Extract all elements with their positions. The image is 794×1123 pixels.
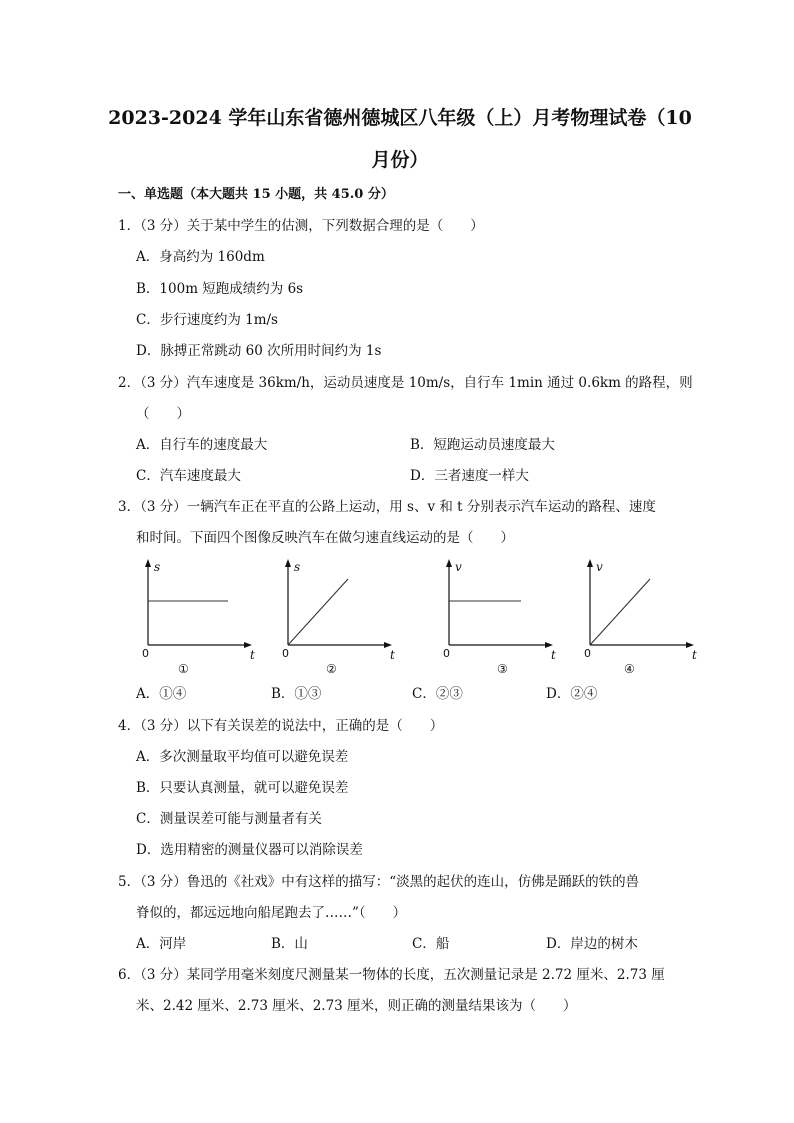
q6-stem-line2: 米、2.42 厘米、2.73 厘米、2.73 厘米，则正确的测量结果该为（ ） (136, 998, 577, 1014)
q2-option-c: C．汽车速度最大 (136, 468, 241, 484)
y-axis-label: v (596, 560, 603, 574)
q1-option-a: A．身高约为 160dm (136, 249, 265, 265)
graph-line-diagonal (590, 579, 650, 645)
q2-stem-line1: 2．（3 分）汽车速度是 36km/h，运动员速度是 10m/s，自行车 1min 通过 0.6km 的路程，则 (118, 375, 693, 391)
q5-stem-line1: 5．（3 分）鲁迅的《社戏》中有这样的描写：“淡黑的起伏的连山，仿佛是踊跃的铁的兽 (118, 874, 640, 890)
exam-title-line2: 月份） (371, 149, 429, 171)
x-axis-label: t (692, 648, 697, 662)
y-axis-arrow (145, 559, 151, 567)
y-axis-arrow (446, 559, 452, 567)
q1-option-d: D．脉搏正常跳动 60 次所用时间约为 1s (136, 343, 382, 359)
y-axis-label: v (455, 560, 462, 574)
q4-option-b: B．只要认真测量，就可以避免误差 (136, 780, 349, 796)
q5-option-a: A．河岸 (136, 936, 187, 952)
q6-stem-line1: 6．（3 分）某同学用毫米刻度尺测量某一物体的长度，五次测量记录是 2.72 厘米、2.73 厘 (118, 967, 665, 983)
q3-option-a: A．①④ (136, 686, 187, 702)
q4-option-d: D．选用精密的测量仪器可以消除误差 (136, 842, 363, 858)
q5-option-c: C．船 (412, 936, 450, 952)
q5-option-b: B．山 (271, 936, 308, 952)
graph-2 (276, 557, 406, 677)
q3-option-d: D．②④ (546, 686, 598, 702)
graph-3 (437, 557, 567, 677)
graph-number: ② (326, 662, 337, 676)
section-heading: 一、单选题（本大题共 15 小题，共 45.0 分） (118, 187, 394, 202)
graph-4-svg (578, 557, 708, 677)
q2-option-b: B．短跑运动员速度最大 (410, 437, 555, 453)
graph-line-diagonal (288, 579, 348, 645)
y-axis-arrow (285, 559, 291, 567)
q3-option-c: C．②③ (412, 686, 463, 702)
graph-1 (136, 557, 266, 677)
q2-option-a: A．自行车的速度最大 (136, 437, 268, 453)
q5-stem-line2: 脊似的，都远远地向船尾跑去了……”（ ） (136, 905, 407, 921)
graph-number: ① (178, 662, 189, 676)
graph-3-svg (437, 557, 567, 677)
q4-stem: 4．（3 分）以下有关误差的说法中，正确的是（ ） (118, 718, 444, 734)
q4-option-c: C．测量误差可能与测量者有关 (136, 811, 322, 827)
graph-number: ④ (624, 662, 635, 676)
x-axis-label: t (390, 648, 395, 662)
q3-stem-line1: 3．（3 分）一辆汽车正在平直的公路上运动，用 s、v 和 t 分别表示汽车运动的路程、速度 (118, 499, 656, 515)
q1-option-c: C．步行速度约为 1m/s (136, 312, 278, 328)
graph-1-svg (136, 557, 266, 677)
q1-stem: 1．（3 分）关于某中学生的估测，下列数据合理的是（ ） (118, 218, 484, 234)
x-axis-label: t (250, 648, 255, 662)
origin-label: 0 (142, 647, 149, 660)
origin-label: 0 (282, 647, 289, 660)
origin-label: 0 (443, 647, 450, 660)
origin-label: 0 (584, 647, 591, 660)
q3-option-b: B．①③ (271, 686, 322, 702)
graph-2-svg (276, 557, 406, 677)
y-axis-label: s (154, 560, 161, 574)
y-axis-arrow (587, 559, 593, 567)
q3-stem-line2: 和时间。下面四个图像反映汽车在做匀速直线运动的是（ ） (136, 530, 514, 546)
q4-option-a: A．多次测量取平均值可以避免误差 (136, 749, 349, 765)
q1-option-b: B．100m 短跑成绩约为 6s (136, 281, 304, 297)
q2-stem-line2: （ ） (136, 406, 190, 422)
q2-option-d: D．三者速度一样大 (410, 468, 529, 484)
exam-title-line1: 2023-2024 学年山东省德州德城区八年级（上）月考物理试卷（10 (108, 107, 692, 129)
y-axis-label: s (294, 560, 301, 574)
graph-number: ③ (497, 662, 508, 676)
x-axis-label: t (551, 648, 556, 662)
q5-option-d: D．岸边的树木 (546, 936, 638, 952)
graph-4 (578, 557, 708, 677)
